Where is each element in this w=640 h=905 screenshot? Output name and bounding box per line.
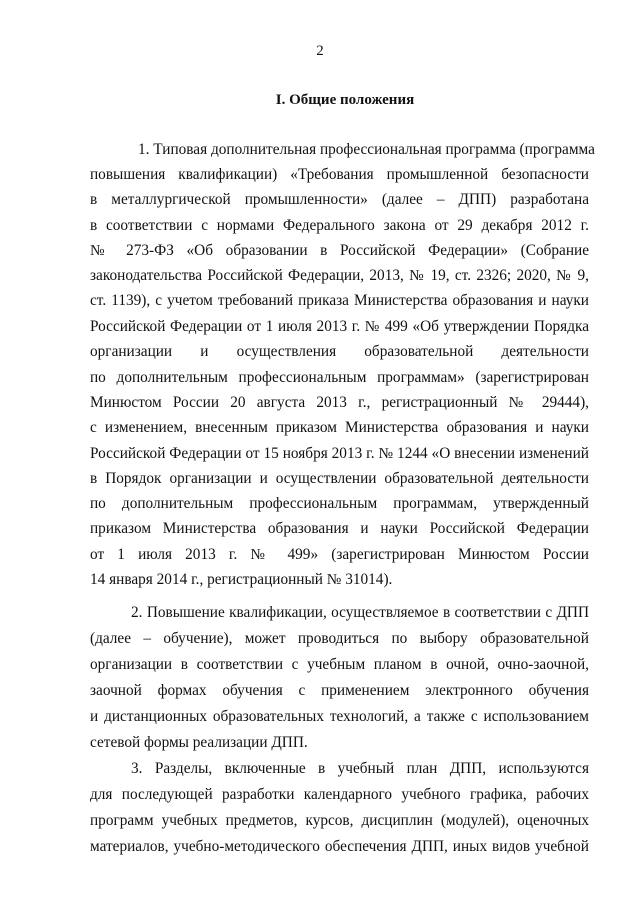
text-line: (далее – обучение), может проводиться по выбору образовательной: [90, 630, 589, 647]
text-line: 1. Типовая дополнительная профессиональная программа (программа: [138, 141, 595, 158]
text-line: 3. Разделы, включенные в учебный план ДПП, используются: [131, 760, 589, 777]
text-line: Российской Федерации от 1 июля 2013 г. № 499 «Об утверждении Порядка: [90, 318, 589, 335]
text-line: ст. 1139), с учетом требований приказа Министерства образования и науки: [90, 292, 589, 309]
text-line: для последующей разработки календарного учебного графика, рабочих: [90, 786, 589, 803]
text-line: с изменением, внесенным приказом Министерства образования и науки: [90, 419, 589, 436]
text-line: от 1 июля 2013 г. № 499» (зарегистрирован Минюстом России: [90, 546, 589, 563]
text-line: № 273-ФЗ «Об образовании в Российской Федерации» (Собрание: [90, 242, 589, 259]
text-line: в металлургической промышленности» (далее – ДПП) разработана: [90, 191, 589, 208]
text-line: 14 января 2014 г., регистрационный № 31014).: [90, 571, 393, 588]
text-line: законодательства Российской Федерации, 2013, № 19, ст. 2326; 2020, № 9,: [90, 267, 589, 284]
text-line: Минюстом России 20 августа 2013 г., регистрационный № 29444),: [90, 394, 589, 411]
text-line: по дополнительным профессиональным программам» (зарегистрирован: [90, 369, 589, 386]
text-line: материалов, учебно-методического обеспечения ДПП, иных видов учебной: [90, 838, 589, 855]
text-line: сетевой формы реализации ДПП.: [90, 734, 308, 751]
text-line: программ учебных предметов, курсов, дисциплин (модулей), оценочных: [90, 812, 589, 829]
text-line: в Порядок организации и осуществлении образовательной деятельности: [90, 470, 589, 487]
text-line: заочной формах обучения с применением электронного обучения: [90, 682, 589, 699]
text-line: в соответствии с нормами Федерального закона от 29 декабря 2012 г.: [90, 217, 589, 234]
text-line: по дополнительным профессиональным программам, утвержденный: [90, 495, 589, 512]
text-line: приказом Министерства образования и науки Российской Федерации: [90, 520, 589, 537]
text-line: организации и осуществления образовательной деятельности: [90, 343, 589, 360]
text-line: 2. Повышение квалификации, осуществляемое в соответствии с ДПП: [131, 604, 589, 621]
text-line: Российской Федерации от 15 ноября 2013 г. № 1244 «О внесении изменений: [90, 445, 589, 462]
text-line: и дистанционных образовательных технологий, а также с использованием: [90, 708, 589, 725]
section-title: I. Общие положения: [275, 92, 415, 108]
text-line: повышения квалификации) «Требования промышленной безопасности: [90, 166, 589, 183]
text-line: организации в соответствии с учебным планом в очной, очно-заочной,: [90, 656, 589, 673]
page-number: 2: [316, 43, 324, 59]
